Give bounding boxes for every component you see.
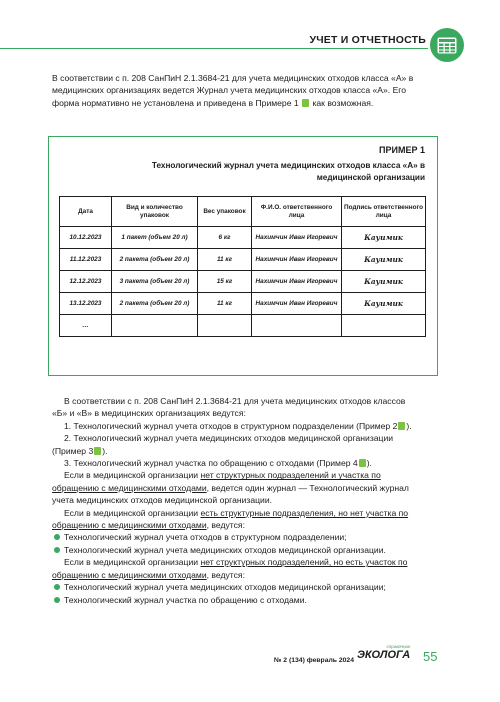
body-paragraph: Если в медицинской организации нет структурных подразделений и участка по обращению с медицинскими отходами, ведется один журнал — Технологический журнал учета медицинских отходов медицинской организации.: [52, 470, 409, 506]
attachment-icon[interactable]: [94, 447, 101, 455]
column-header: Вес упаковок: [198, 197, 252, 227]
cell-date: 10.12.2023: [60, 227, 112, 249]
body-text: [52, 395, 414, 606]
example-title: Технологический журнал учета медицинских отходов класса «А» в медицинской организации: [151, 161, 425, 182]
table-header-row: [60, 197, 426, 227]
page-number: 55: [423, 649, 438, 664]
bullet-item: Технологический журнал участка по обращению с отходами.: [52, 594, 414, 606]
cell-packages: 2 пакета (объем 20 л): [112, 293, 198, 315]
cell-packages: 1 пакет (объем 20 л): [112, 227, 198, 249]
bullet-icon: [54, 597, 60, 603]
example-label: ПРИМЕР 1: [379, 145, 425, 155]
attachment-icon[interactable]: [359, 459, 366, 467]
cell-responsible: [252, 315, 342, 337]
table-row: [60, 227, 426, 249]
cell-date: 13.12.2023: [60, 293, 112, 315]
bullet-item: Технологический журнал учета медицинских отходов медицинской организации;: [52, 581, 414, 593]
body-paragraph: В соответствии с п. 208 СанПиН 2.1.3684-21 для учета медицинских отходов классов «Б» и «В» в медицинских организациях ведутся:: [52, 396, 406, 419]
body-paragraph: Если в медицинской организации есть структурные подразделения, но нет участка по обращению с медицинскими отходами, ведутся:: [52, 507, 409, 531]
body-paragraph: Если в медицинской организации нет структурных подразделений, но есть участок по обращению с медицинскими отходами, ведутся:: [52, 557, 408, 580]
column-header: Подпись ответственного лица: [342, 197, 426, 227]
cell-packages: 2 пакета (объем 20 л): [112, 249, 198, 271]
attachment-icon[interactable]: [398, 422, 405, 430]
cell-signature: Кауимик: [342, 271, 426, 293]
cell-weight: 15 кг: [198, 271, 252, 293]
bullet-icon: [54, 547, 60, 553]
issue-number: № 2 (134) февраль 2024: [273, 657, 354, 664]
intro-paragraph: [52, 72, 414, 109]
cell-packages: [112, 315, 198, 337]
attachment-icon[interactable]: [302, 99, 309, 107]
list-item: 1. Технологический журнал учета отходов в структурном подразделении (Пример 2 ).: [64, 420, 412, 431]
table-row: [60, 271, 426, 293]
table-icon: [430, 28, 464, 62]
intro-tail: как возможная.: [310, 97, 374, 108]
bullet-item: Технологический журнал учета отходов в структурном подразделении;: [52, 531, 414, 543]
table-row: [60, 293, 426, 315]
waste-log-table: [59, 196, 426, 337]
cell-date: 12.12.2023: [60, 271, 112, 293]
cell-responsible: Нахимчин Иван Игоревич: [252, 227, 342, 249]
bullet-icon: [54, 534, 60, 540]
bullet-icon: [54, 584, 60, 590]
intro-text: В соответствии с п. 208 СанПиН 2.1.3684-21 для учета медицинских отходов класса «А» в медицинских организациях ведется Журнал учета медицинских отходов класса «А». Его форма нормативно не установлена и приведена в Примере 1: [52, 73, 414, 108]
cell-weight: [198, 315, 252, 337]
header-rule: [0, 48, 428, 49]
column-header: Ф.И.О. ответственного лица: [252, 197, 342, 227]
cell-responsible: Нахимчин Иван Игоревич: [252, 249, 342, 271]
table-row: [60, 249, 426, 271]
example-1-frame: [48, 136, 438, 376]
cell-signature: Кауимик: [342, 249, 426, 271]
cell-responsible: Нахимчин Иван Игоревич: [252, 293, 342, 315]
cell-signature: Кауимик: [342, 293, 426, 315]
brand-subtitle: справочник: [386, 644, 411, 649]
cell-weight: 11 кг: [198, 249, 252, 271]
cell-date: …: [60, 315, 112, 337]
column-header: Дата: [60, 197, 112, 227]
cell-signature: [342, 315, 426, 337]
column-header: Вид и количество упаковок: [112, 197, 198, 227]
bullet-item: Технологический журнал учета медицинских отходов медицинской организации.: [52, 544, 414, 556]
magazine-logo: [357, 644, 410, 661]
section-title: УЧЕТ И ОТЧЕТНОСТЬ: [309, 34, 426, 46]
cell-weight: 6 кг: [198, 227, 252, 249]
cell-weight: 11 кг: [198, 293, 252, 315]
list-item: 2. Технологический журнал учета медицинских отходов медицинской организации (Пример 3 ).: [52, 433, 394, 456]
list-item: 3. Технологический журнал участка по обращению с отходами (Пример 4 ).: [64, 458, 372, 469]
cell-responsible: Нахимчин Иван Игоревич: [252, 271, 342, 293]
table-row: [60, 315, 426, 337]
cell-date: 11.12.2023: [60, 249, 112, 271]
cell-signature: Кауимик: [342, 227, 426, 249]
brand-name: ЭКОЛОГА: [357, 649, 411, 661]
cell-packages: 3 пакета (объем 20 л): [112, 271, 198, 293]
